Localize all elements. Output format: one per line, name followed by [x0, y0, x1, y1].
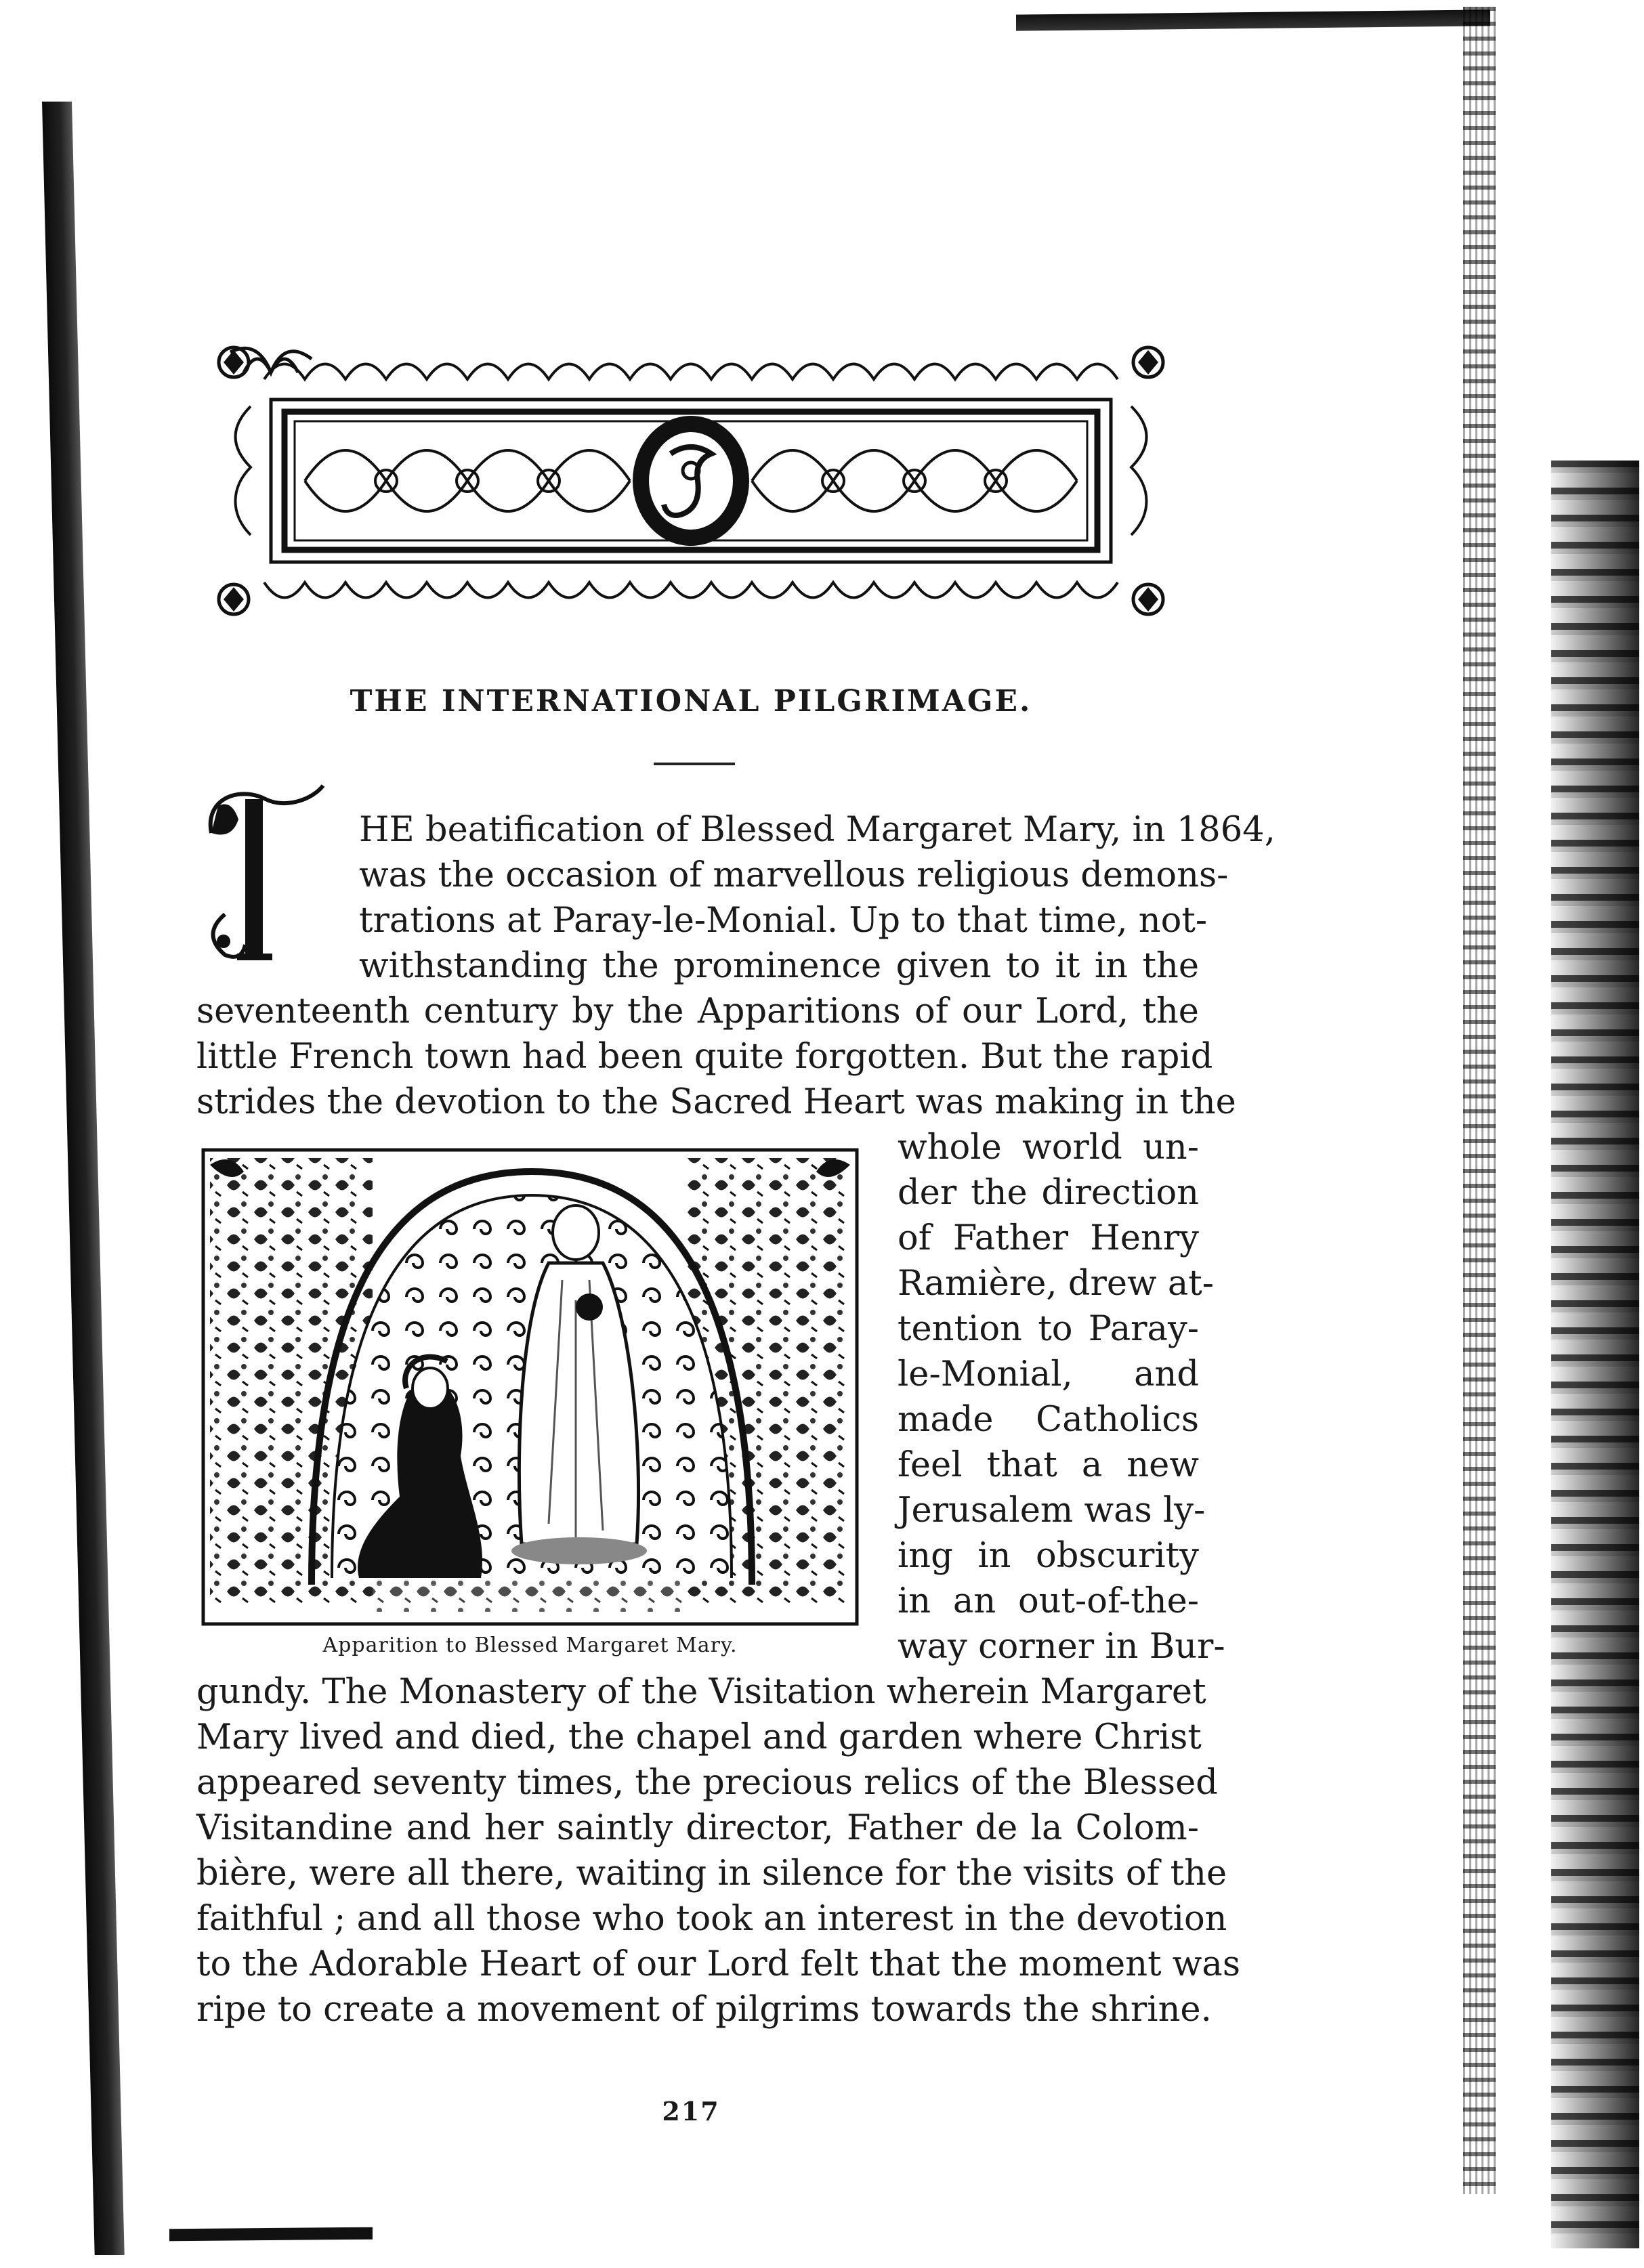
ornamental-headband-icon	[203, 332, 1179, 630]
text-line: Visitandine and her saintly director, Father de la Colom-	[196, 1808, 1199, 1848]
text-line: in an out-of-the-	[898, 1581, 1199, 1621]
text-line: ing in obscurity	[898, 1536, 1199, 1576]
text-line: le-Monial, and	[898, 1354, 1199, 1394]
text-line: of Father Henry	[898, 1218, 1199, 1258]
chapter-title: THE INTERNATIONAL PILGRIMAGE.	[350, 684, 1032, 719]
page-number: 217	[662, 2096, 720, 2126]
scan-shadow-bottom	[169, 2227, 373, 2242]
text-line: tention to Paray-	[898, 1309, 1199, 1349]
scan-shadow-top	[1016, 9, 1490, 30]
text-line: little French town had been quite forgotten. But the rapid	[196, 1037, 1213, 1077]
text-line: was the occasion of marvellous religious demons-	[359, 855, 1229, 895]
scan-noise-edge	[1551, 461, 1639, 2248]
apparition-engraving-icon	[196, 1144, 864, 1639]
text-line: whole world un-	[898, 1128, 1199, 1168]
text-line: withstanding the prominence given to it in the	[359, 946, 1199, 986]
text-line: ripe to create a movement of pilgrims towards the shrine.	[196, 1990, 1212, 2030]
text-line: made Catholics	[898, 1400, 1199, 1440]
text-line: strides the devotion to the Sacred Heart was making in the	[196, 1082, 1236, 1122]
text-line: feel that a new	[898, 1445, 1199, 1485]
text-line: gundy. The Monastery of the Visitation wherein Margaret	[196, 1672, 1206, 1712]
scan-noise-right	[1463, 7, 1496, 2194]
text-line: way corner in Bur-	[898, 1627, 1225, 1667]
text-line: trations at Paray-le-Monial. Up to that time, not-	[359, 901, 1208, 941]
text-line: appeared seventy times, the precious relics of the Blessed	[196, 1763, 1218, 1803]
text-line: Ramière, drew at-	[898, 1264, 1215, 1304]
scan-shadow-left	[42, 102, 125, 2255]
text-line: to the Adorable Heart of our Lord felt that the moment was	[196, 1944, 1241, 1984]
text-line: bière, were all there, waiting in silence for the visits of the	[196, 1854, 1227, 1893]
text-line: Mary lived and died, the chapel and garden where Christ	[196, 1717, 1202, 1757]
decorated-initial-icon	[198, 772, 326, 975]
text-line: seventeenth century by the Apparitions of our Lord, the	[196, 991, 1199, 1031]
text-line: HE beatification of Blessed Margaret Mary, in 1864,	[359, 810, 1276, 850]
text-line: Jerusalem was ly-	[898, 1491, 1206, 1531]
text-line: faithful ; and all those who took an interest in the devotion	[196, 1899, 1227, 1939]
illustration-caption: Apparition to Blessed Margaret Mary.	[322, 1633, 738, 1657]
title-rule	[654, 763, 735, 765]
text-line: der the direction	[898, 1173, 1199, 1213]
